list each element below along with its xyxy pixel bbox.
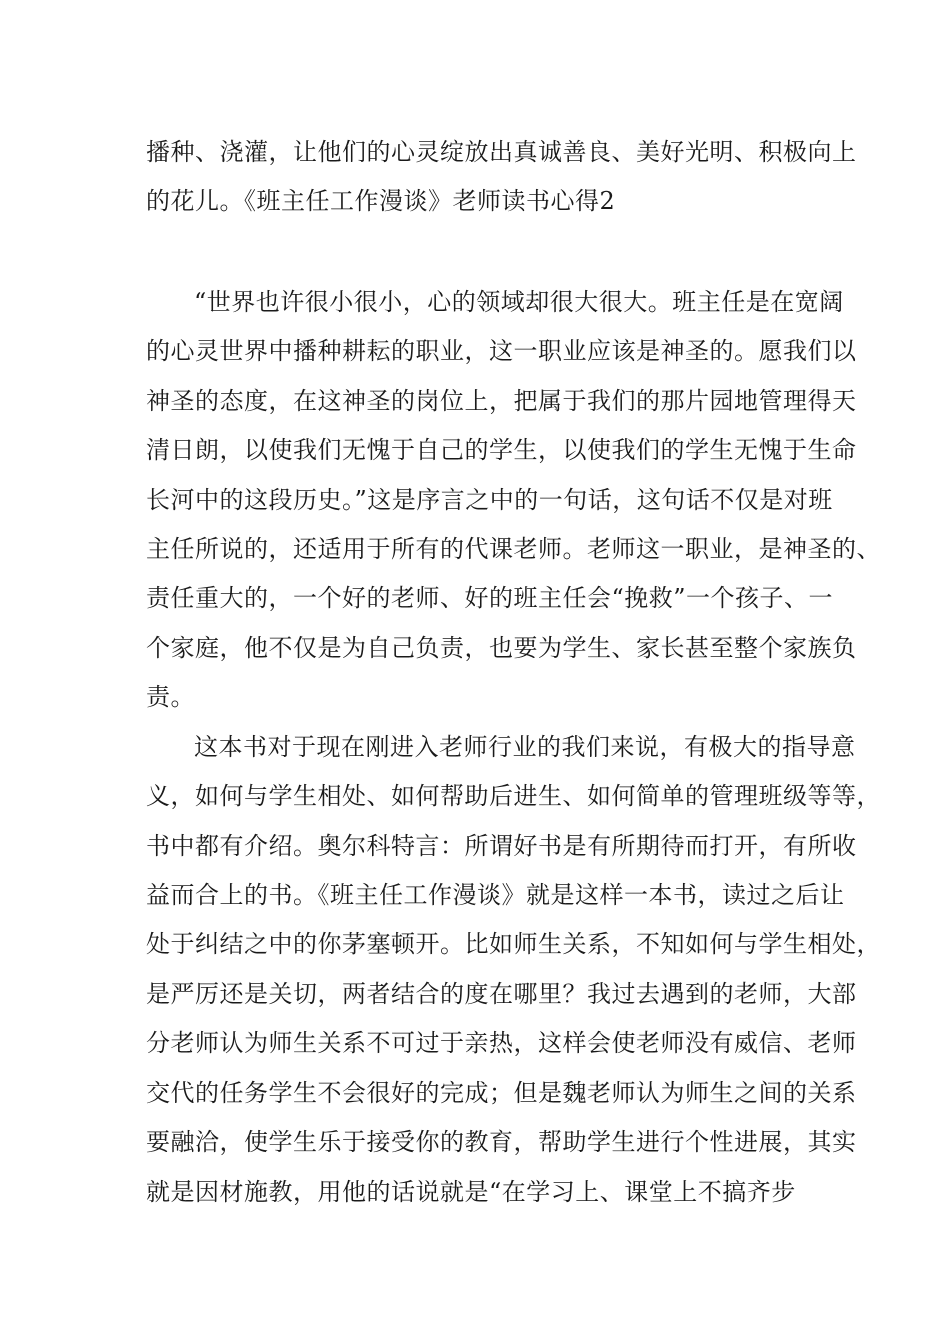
text-line: “世界也许很小很小，心的领域却很大很大。班主任是在宽阔	[194, 288, 844, 316]
text-line: 处于纠结之中的你茅塞顿开。比如师生关系，不知如何与学生相处，	[146, 930, 881, 958]
text-line: 书中都有介绍。奥尔科特言：所谓好书是有所期待而打开，有所收	[146, 832, 857, 860]
text-line: 分老师认为师生关系不可过于亲热，这样会使老师没有威信、老师	[146, 1029, 857, 1057]
text-line: 播种、浇灌，让他们的心灵绽放出真诚善良、美好光明、积极向上	[146, 138, 857, 166]
text-line: 这本书对于现在刚进入老师行业的我们来说，有极大的指导意	[194, 733, 856, 761]
text-line: 义，如何与学生相处、如何帮助后进生、如何简单的管理班级等等，	[146, 782, 881, 810]
text-line: 责任重大的，一个好的老师、好的班主任会“挽救”一个孩子、一	[146, 584, 834, 612]
text-line: 的心灵世界中播种耕耘的职业，这一职业应该是神圣的。愿我们以	[146, 337, 857, 365]
text-line: 责。	[146, 683, 195, 711]
text-line: 长河中的这段历史。”这是序言之中的一句话，这句话不仅是对班	[146, 486, 833, 514]
text-line: 是严厉还是关切，两者结合的度在哪里？我过去遇到的老师，大部	[146, 980, 857, 1008]
text-line: 个家庭，他不仅是为自己负责，也要为学生、家长甚至整个家族负	[146, 634, 857, 662]
text-line: 清日朗，以使我们无愧于自己的学生，以使我们的学生无愧于生命	[146, 436, 857, 464]
text-line: 要融洽，使学生乐于接受你的教育，帮助学生进行个性进展，其实	[146, 1128, 857, 1156]
text-line: 就是因材施教，用他的话说就是“在学习上、课堂上不搞齐步	[146, 1178, 796, 1206]
text-line: 交代的任务学生不会很好的完成；但是魏老师认为师生之间的关系	[146, 1079, 857, 1107]
text-line: 神圣的态度，在这神圣的岗位上，把属于我们的那片园地管理得天	[146, 387, 857, 415]
text-line: 的花儿。《班主任工作漫谈》老师读书心得2	[146, 187, 616, 215]
text-line: 主任所说的，还适用于所有的代课老师。老师这一职业，是神圣的、	[146, 535, 881, 563]
text-line: 益而合上的书。《班主任工作漫谈》就是这样一本书，读过之后让	[146, 881, 845, 909]
